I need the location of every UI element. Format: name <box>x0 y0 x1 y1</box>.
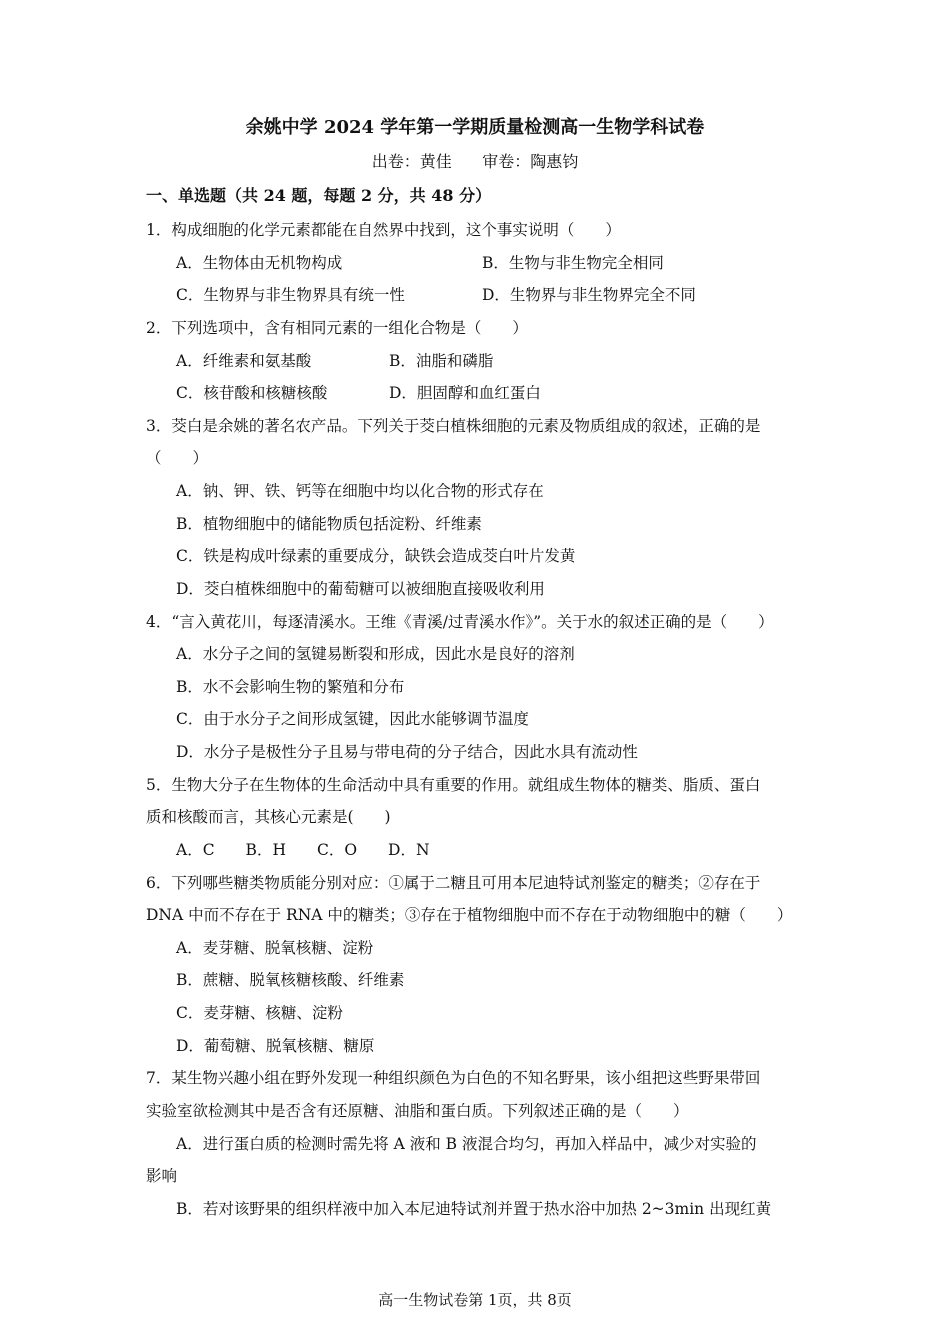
question-1: 1．构成细胞的化学元素都能在自然界中找到，这个事实说明（ ） <box>146 221 621 239</box>
q2-option-a: A．纤维素和氨基酸 <box>176 352 312 370</box>
q4-option-c: C．由于水分子之间形成氢键，因此水能够调节温度 <box>176 710 529 728</box>
q6-option-d: D．葡萄糖、脱氧核糖、糖原 <box>176 1037 375 1055</box>
q2-option-c: C．核苷酸和核糖核酸 <box>176 384 328 402</box>
q3-option-a: A．钠、钾、铁、钙等在细胞中均以化合物的形式存在 <box>176 482 544 500</box>
q4-option-d: D．水分子是极性分子且易与带电荷的分子结合，因此水具有流动性 <box>176 743 638 761</box>
q3-option-d: D．茭白植株细胞中的葡萄糖可以被细胞直接吸收利用 <box>176 580 545 598</box>
q6-option-b: B．蔗糖、脱氧核糖核酸、纤维素 <box>176 971 405 989</box>
exam-title: 余姚中学 2024 学年第一学期质量检测高一生物学科试卷 <box>245 117 705 138</box>
question-5-line-1: 5．生物大分子在生物体的生命活动中具有重要的作用。就组成生物体的糖类、脂质、蛋白 <box>146 776 761 794</box>
q2-option-b: B．油脂和磷脂 <box>389 352 494 370</box>
q7-option-a-continued: 影响 <box>146 1167 178 1185</box>
q3-option-c: C．铁是构成叶绿素的重要成分，缺铁会造成茭白叶片发黄 <box>176 547 576 565</box>
q1-option-c: C．生物界与非生物界具有统一性 <box>176 286 405 304</box>
exam-authors: 出卷：黄佳 审卷：陶惠钧 <box>371 152 579 171</box>
q1-option-a: A．生物体由无机物构成 <box>176 254 343 272</box>
q1-option-d: D．生物界与非生物界完全不同 <box>482 286 696 304</box>
page-footer: 高一生物试卷第 1页，共 8页 <box>378 1291 572 1309</box>
q5-options: A．C B．H C．O D．N <box>176 841 430 859</box>
q4-option-a: A．水分子之间的氢键易断裂和形成，因此水是良好的溶剂 <box>176 645 575 663</box>
question-7-line-1: 7．某生物兴趣小组在野外发现一种组织颜色为白色的不知名野果，该小组把这些野果带回 <box>146 1069 761 1087</box>
question-4: 4．“言入黄花川，每逐清溪水。王维《青溪/过青溪水作》”。关于水的叙述正确的是（ ） <box>146 613 774 631</box>
q1-option-b: B．生物与非生物完全相同 <box>482 254 664 272</box>
question-6-line-1: 6．下列哪些糖类物质能分别对应：①属于二糖且可用本尼迪特试剂鉴定的糖类；②存在于 <box>146 874 761 892</box>
question-7-line-2: 实验室欲检测其中是否含有还原糖、油脂和蛋白质。下列叙述正确的是（ ） <box>146 1102 689 1120</box>
q7-option-b: B．若对该野果的组织样液中加入本尼迪特试剂并置于热水浴中加热 2~3min 出现红黄 <box>176 1200 772 1218</box>
question-3-line-2: （ ） <box>146 449 209 467</box>
question-2: 2．下列选项中，含有相同元素的一组化合物是（ ） <box>146 319 528 337</box>
q6-option-c: C．麦芽糖、核糖、淀粉 <box>176 1004 343 1022</box>
q2-option-d: D．胆固醇和血红蛋白 <box>389 384 541 402</box>
question-3-line-1: 3．茭白是余姚的著名农产品。下列关于茭白植株细胞的元素及物质组成的叙述，正确的是 <box>146 417 761 435</box>
q6-option-a: A．麦芽糖、脱氧核糖、淀粉 <box>176 939 374 957</box>
q4-option-b: B．水不会影响生物的繁殖和分布 <box>176 678 405 696</box>
question-5-line-2: 质和核酸而言，其核心元素是( ) <box>146 808 391 826</box>
q3-option-b: B．植物细胞中的储能物质包括淀粉、纤维素 <box>176 515 482 533</box>
q7-option-a: A．进行蛋白质的检测时需先将 A 液和 B 液混合均匀，再加入样品中，减少对实验的 <box>176 1135 757 1153</box>
question-6-line-2: DNA 中而不存在于 RNA 中的糖类；③存在于植物细胞中而不存在于动物细胞中的糖（ ） <box>146 906 793 924</box>
section-heading: 一、单选题（共 24 题，每题 2 分，共 48 分） <box>146 186 492 205</box>
